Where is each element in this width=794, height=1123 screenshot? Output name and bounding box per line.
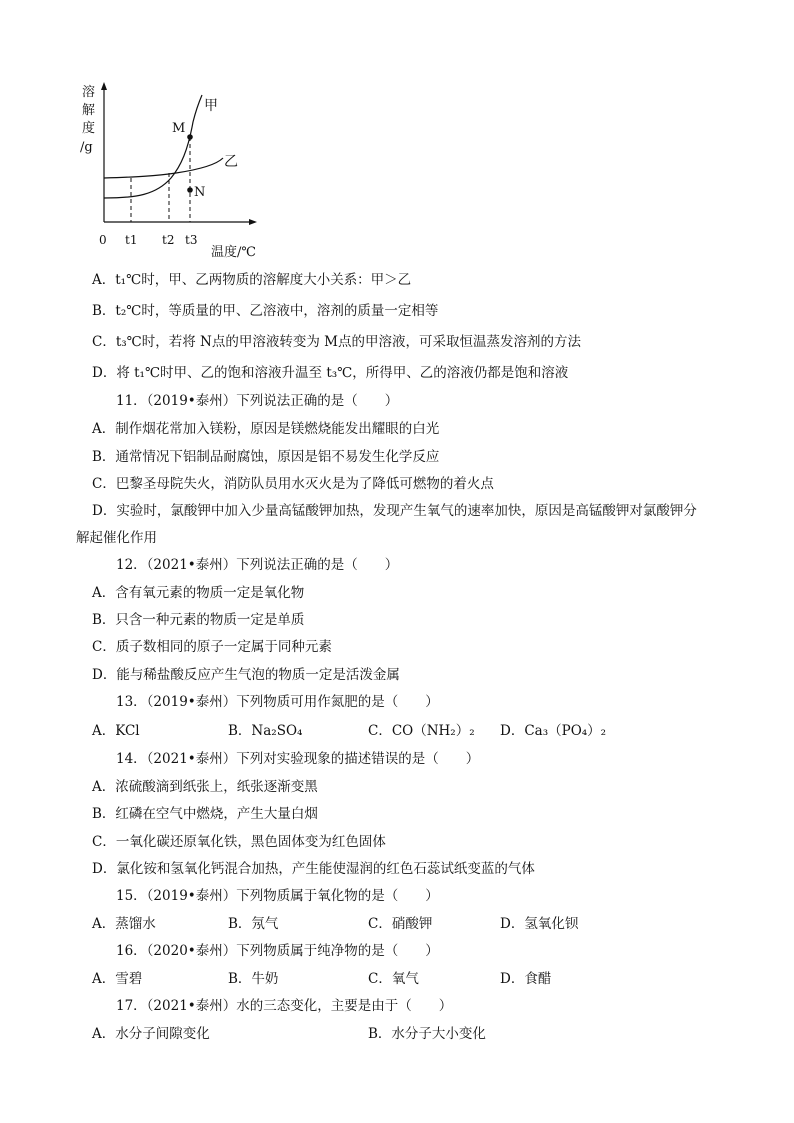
q12-option-b: B．只含一种元素的物质一定是单质	[92, 612, 305, 628]
q11-option-d-line1: D．实验时，氯酸钾中加入少量高锰酸钾加热，发现产生氧气的速率加快，原因是高锰酸钾对氯酸钾分	[92, 503, 697, 519]
q14-option-d: D．氯化铵和氢氧化钙混合加热，产生能使湿润的红色石蕊试纸变蓝的气体	[92, 861, 535, 877]
y-axis-label-1: 溶	[82, 85, 96, 100]
y-axis-label-3: 度	[82, 121, 96, 136]
y-axis-arrow	[101, 82, 107, 90]
q15-option-b: B．氖气	[228, 916, 279, 932]
q14-option-c: C．一氧化碳还原氧化铁，黑色固体变为红色固体	[92, 834, 386, 850]
q12-option-a: A．含有氧元素的物质一定是氧化物	[92, 585, 305, 601]
y-axis-label-2: 解	[82, 103, 96, 118]
q11-option-b: B．通常情况下铝制品耐腐蚀，原因是铝不易发生化学反应	[92, 449, 440, 465]
point-m	[187, 134, 193, 140]
q14-stem: 14．（2021•泰州）下列对实验现象的描述错误的是（ ）	[116, 751, 480, 767]
q17-option-a: A．水分子间隙变化	[92, 1026, 210, 1042]
curve-jia	[104, 95, 202, 198]
q15-option-c: C．硝酸钾	[368, 916, 433, 932]
q11-option-c: C．巴黎圣母院失火，消防队员用水灭火是为了降低可燃物的着火点	[92, 476, 494, 492]
point-n-label: N	[194, 185, 206, 200]
x-axis-label: 温度/℃	[211, 245, 256, 260]
q10-option-d: D．将 t₁℃时甲、乙的饱和溶液升温至 t₃℃，所得甲、乙的溶液仍都是饱和溶液	[92, 365, 569, 381]
q13-option-b: B．Na₂SO₄	[228, 723, 303, 739]
curve-yi-label: 乙	[224, 154, 238, 170]
q17-option-b: B．水分子大小变化	[368, 1026, 486, 1042]
q10-option-a: A．t₁℃时，甲、乙两物质的溶解度大小关系：甲＞乙	[92, 272, 412, 288]
solubility-graph	[76, 80, 336, 265]
q13-option-c: C．CO（NH₂）₂	[368, 723, 475, 739]
q12-stem: 12．（2021•泰州）下列说法正确的是（ ）	[116, 557, 399, 573]
point-n	[187, 187, 193, 193]
q12-option-c: C．质子数相同的原子一定属于同种元素	[92, 639, 332, 655]
curve-yi	[104, 158, 223, 178]
q10-option-b: B．t₂℃时，等质量的甲、乙溶液中，溶剂的质量一定相等	[92, 303, 439, 319]
curve-jia-label: 甲	[204, 98, 218, 114]
q15-option-d: D．氢氧化钡	[500, 916, 579, 932]
x-axis-arrow	[249, 219, 257, 225]
tick-t1: t1	[125, 233, 138, 247]
q11-option-d-line2: 解起催化作用	[76, 530, 157, 546]
q16-option-b: B．牛奶	[228, 971, 279, 987]
q13-option-a: A．KCl	[92, 723, 140, 739]
q15-stem: 15．（2019•泰州）下列物质属于氧化物的是（ ）	[116, 888, 439, 904]
q15-option-a: A．蒸馏水	[92, 916, 156, 932]
tick-t2: t2	[162, 233, 175, 247]
q14-option-b: B．红磷在空气中燃烧，产生大量白烟	[92, 806, 318, 822]
q16-option-c: C．氧气	[368, 971, 419, 987]
q11-option-a: A．制作烟花常加入镁粉，原因是镁燃烧能发出耀眼的白光	[92, 421, 440, 437]
origin-label: 0	[99, 233, 107, 247]
tick-t3: t3	[185, 233, 198, 247]
q16-stem: 16．（2020•泰州）下列物质属于纯净物的是（ ）	[116, 943, 439, 959]
q16-option-a: A．雪碧	[92, 971, 143, 987]
point-m-label: M	[172, 121, 186, 136]
q13-stem: 13．（2019•泰州）下列物质可用作氮肥的是（ ）	[116, 694, 439, 710]
q10-option-c: C．t₃℃时，若将 N点的甲溶液转变为 M点的甲溶液，可采取恒温蒸发溶剂的方法	[92, 334, 581, 350]
q12-option-d: D．能与稀盐酸反应产生气泡的物质一定是活泼金属	[92, 667, 400, 683]
q14-option-a: A．浓硫酸滴到纸张上，纸张逐渐变黑	[92, 779, 318, 795]
q16-option-d: D．食醋	[500, 971, 552, 987]
y-axis-label-4: /g	[80, 140, 93, 155]
q11-stem: 11．（2019•泰州）下列说法正确的是（ ）	[116, 393, 399, 409]
q13-option-d: D．Ca₃（PO₄）₂	[500, 723, 607, 739]
q17-stem: 17．（2021•泰州）水的三态变化，主要是由于（ ）	[116, 998, 453, 1014]
